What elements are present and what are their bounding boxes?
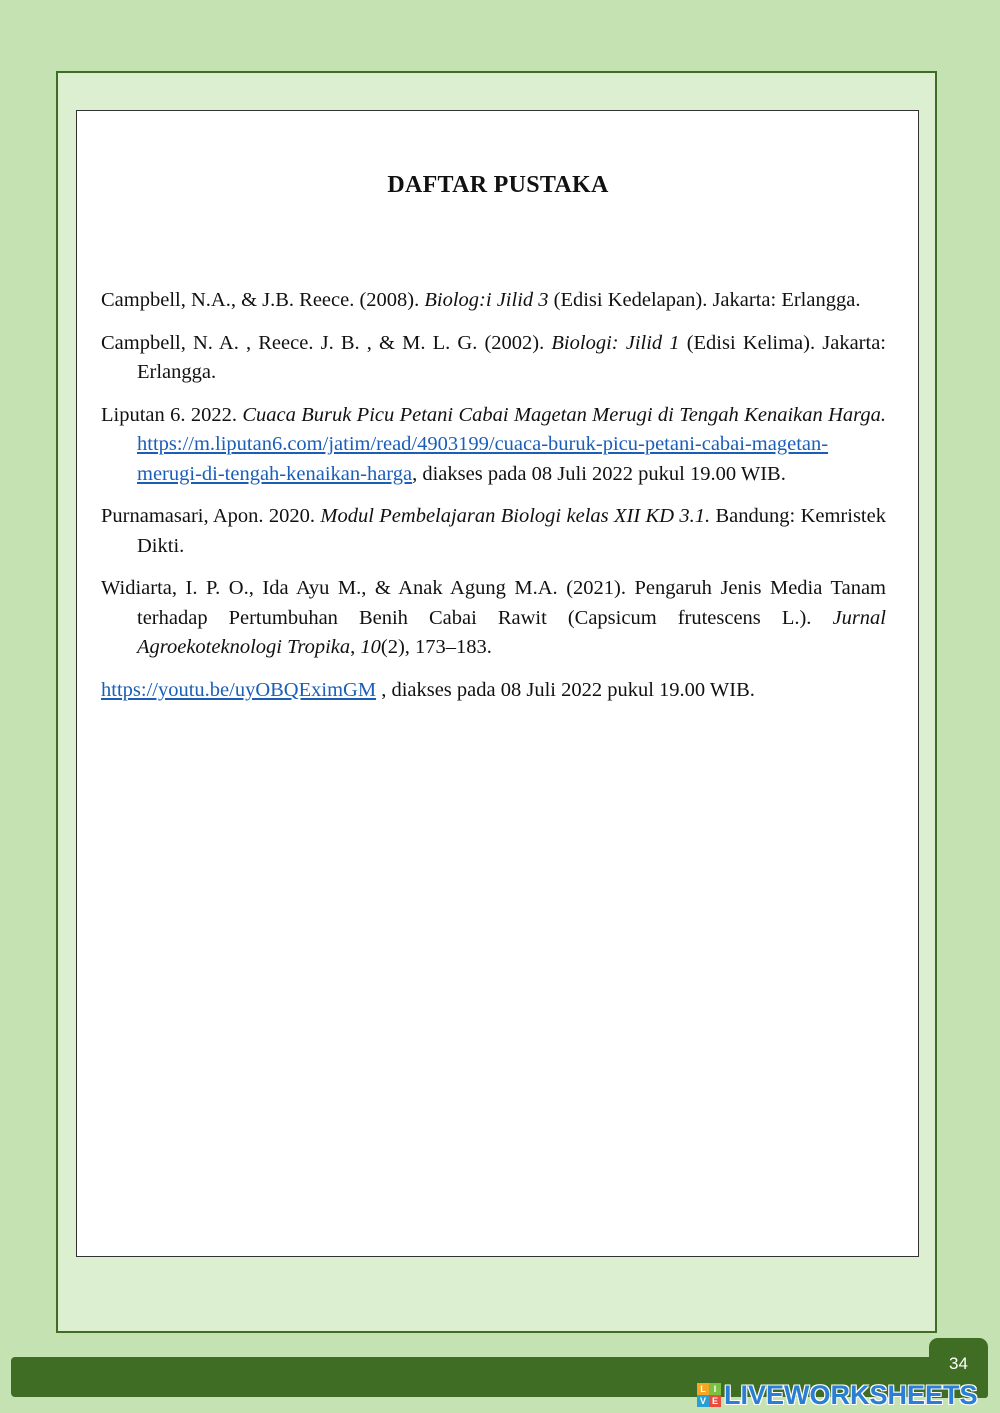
reference-item [101, 286, 886, 316]
reference-text: , [350, 636, 361, 658]
reference-title: Modul Pembelajaran Biologi kelas XII KD 3.1. [320, 505, 711, 527]
reference-text: , diakses pada 08 Juli 2022 pukul 19.00 WIB. [412, 462, 786, 485]
reference-text: (2), 173–183. [380, 636, 492, 658]
reference-link[interactable]: https://youtu.be/uyOBQEximGM [101, 678, 377, 701]
reference-link[interactable]: https://m.liputan6.com/jatim/read/4903199/cuaca-buruk-picu-petani-cabai-magetan-merugi-di-tengah-kenaikan-harga [137, 433, 829, 485]
reference-text: Bandung: Kemristek Dikti. [137, 505, 886, 557]
reference-text: , diakses pada 08 Juli 2022 pukul 19.00 WIB. [376, 678, 755, 701]
reference-title: Biolog:i Jilid 3 [424, 289, 549, 311]
reference-text: Campbell, N.A., & J.B. Reece. (2008). [101, 289, 425, 311]
reference-item [101, 676, 886, 706]
reference-item [101, 502, 886, 561]
watermark [697, 1380, 978, 1410]
logo-letter: E [709, 1395, 721, 1407]
logo-letter: I [709, 1383, 721, 1395]
reference-title: Jurnal Agroekoteknologi Tropika [137, 606, 886, 658]
reference-text: (Edisi Kedelapan). Jakarta: Erlangga. [548, 289, 861, 311]
reference-item [101, 329, 886, 388]
reference-title: Biologi: Jilid 1 [551, 331, 680, 354]
watermark-text: LIVEWORKSHEETS [724, 1379, 978, 1410]
liveworksheets-logo-icon [697, 1383, 721, 1407]
reference-item [101, 574, 886, 663]
reference-text: Purnamasari, Apon. 2020. [101, 505, 321, 527]
page-number: 34 [949, 1354, 968, 1373]
reference-item [101, 401, 886, 490]
page-title: DAFTAR PUSTAKA [387, 172, 609, 198]
reference-list [101, 286, 886, 718]
reference-volume: 10 [360, 636, 381, 658]
logo-letter: V [697, 1395, 709, 1407]
reference-text: Campbell, N. A. , Reece. J. B. , & M. L. G. (2002). [101, 331, 552, 354]
reference-text: Liputan 6. 2022. [101, 403, 243, 426]
reference-text: Widiarta, I. P. O., Ida Ayu M., & Anak Agung M.A. (2021). Pengaruh Jenis Media Tanam terhadap Pertumbuhan Benih Cabai Rawit (Capsicum frutescens L.). [101, 577, 886, 629]
logo-letter: L [697, 1383, 709, 1395]
reference-title: Cuaca Buruk Picu Petani Cabai Magetan Merugi di Tengah Kenaikan Harga. [242, 403, 886, 426]
reference-text: (Edisi Kelima). Jakarta: Erlangga. [137, 331, 886, 383]
